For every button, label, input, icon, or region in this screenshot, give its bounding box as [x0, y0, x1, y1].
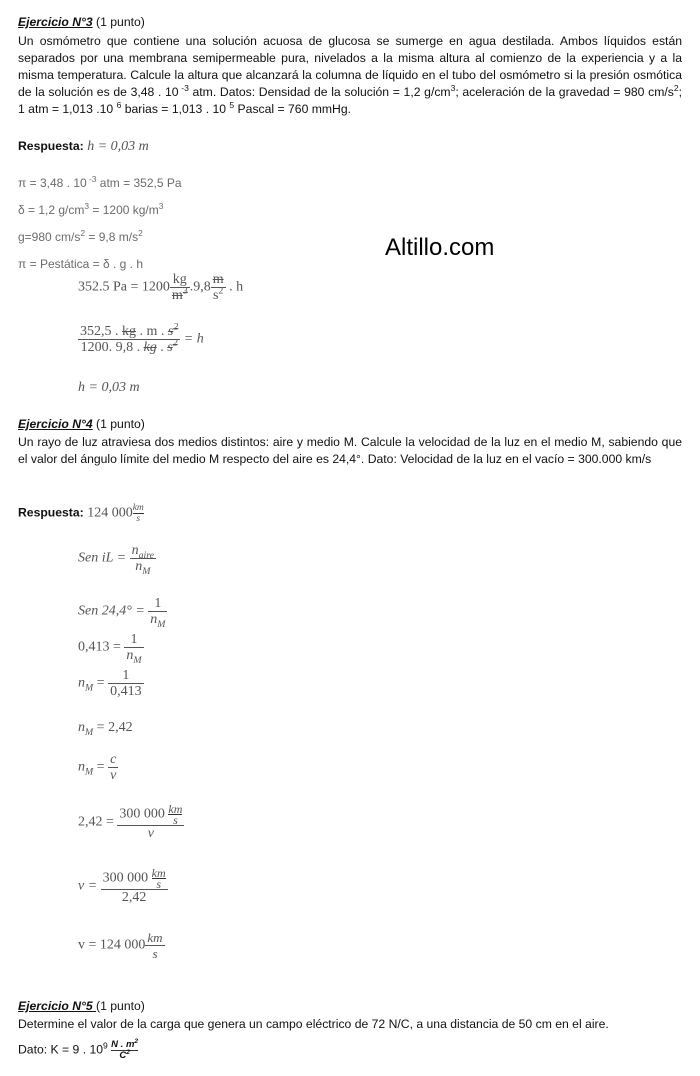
ex4-e9: v = 124 000 $\frac{km}{s}$: [78, 930, 163, 961]
ex4-e4: $n_M$ = $\frac{1}{0,413}$: [78, 668, 142, 699]
ex3-eq2: $\frac{352,5 . kg . m . s^2}{1200. 9,8 . kg . s^2}$ = h: [80, 321, 204, 355]
ex3-line1: π = 3,48 . 10 $^{-3}$ atm = 352,5 Pa: [18, 174, 182, 190]
ex4-statement: Un rayo de luz atraviesa dos medios distintos: aire y medio M. Calcule la velocidad de la luz en el medio M, sabiendo que el valor del ángulo límite del medio M respecto del aire es 24,4°. Dato: Velocidad de la luz en el vacío = 300.000 km/s: [18, 435, 682, 466]
ex3-line4: π = Pestática = δ . g . h: [18, 257, 144, 271]
ex3-eq3: h = 0,03 m: [78, 380, 140, 395]
ex4-e1: Sen iL = $\frac{n_{aire}}{n_M}$: [78, 543, 155, 577]
ex5-heading: [18, 998, 682, 1015]
watermark: Altillo.com: [385, 234, 495, 261]
ex3-line2: δ = 1,2 $g/cm^3 = 1200$ $kg/m^3$: [18, 201, 164, 217]
answer-label: Respuesta:: [18, 139, 84, 153]
ex4-heading: [18, 416, 682, 433]
answer-value: h = 0,03 m: [83, 139, 149, 154]
ex3-line3: g=980 $cm/s^2 = 9,8$ $m/s^2$: [18, 228, 143, 244]
ex4-e6: $n_M$ = $\frac{c}{v}$: [78, 752, 117, 783]
ex4-title: Ejercicio N°4: [18, 417, 93, 431]
ex3-points: (1 punto): [92, 15, 145, 29]
answer-label: Respuesta:: [18, 505, 84, 520]
ex3-heading: [18, 14, 682, 31]
ex3-eq1: 352.5 Pa = 1200 $\frac{kg}{m^3}$ .9,8 $\frac{m}{s^2}$ . h: [78, 272, 244, 303]
ex4-points: (1 punto): [92, 417, 145, 431]
ex3-answer: [18, 139, 149, 155]
ex3-title: Ejercicio N°3: [18, 15, 93, 29]
ex4-answer: Respuesta: 124 000 $\frac{km}{s}$: [18, 503, 144, 524]
ex3-statement: Un osmómetro que contiene una solución acuosa de glucosa se sumerge en agua destilada. Ambos líquidos están separados por una membrana semipermeable pura, nivelados a la misma altura al comienzo de la experiencia y a la misma temperatura. Calcule la altura que alcanzará la columna de líquido en el tubo del osmómetro si la presión osmótica de la solución es de 3,48 . 10 $^{-3}$ atm. Datos: Densidad de la solución = 1,2 $g/cm^3$; aceleración de la gravedad = 980 $cm/s^2$; 1 atm = 1,013 .10 $^6$ barias = 1,013 . 10 $^5$ Pascal = 760 mmHg.: [18, 34, 682, 116]
ex4-e8: v = 300 000 $\frac{km}{s}$ 2,42: [78, 866, 166, 905]
ex5-points: (1 punto): [96, 999, 145, 1013]
ex5-statement: Determine el valor de la carga que genera un campo eléctrico de 72 N/C, a una distancia de 50 cm en el aire.: [18, 1017, 609, 1031]
ex4-e3: 0,413 = $\frac{1}{n_M}$: [78, 632, 142, 666]
ex5-dato: Dato: K = 9 . $10^9$ $\frac{N . m^2}{C^2}$: [18, 1037, 139, 1061]
ex4-e2: Sen 24,4° = $\frac{1}{n_M}$: [78, 596, 166, 630]
ex4-e5: $n_M = 2,42$: [78, 720, 133, 738]
answer-value: 124 000: [83, 505, 133, 521]
ex4-e7: 2,42 = 300 000 $\frac{km}{s}$ v: [78, 802, 183, 841]
ex5-title: Ejercicio N°5: [18, 999, 97, 1013]
